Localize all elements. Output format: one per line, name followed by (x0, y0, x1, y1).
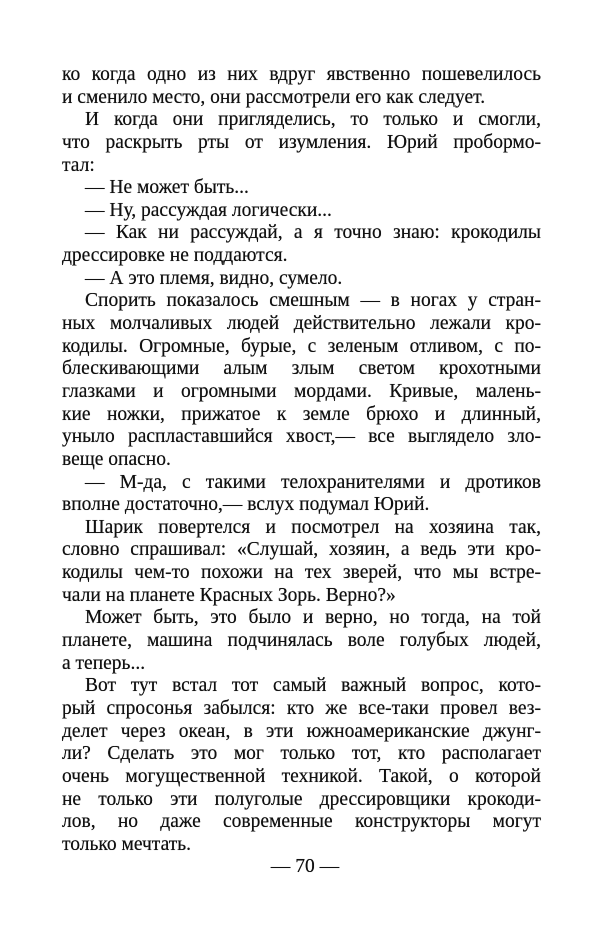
text-line: веще опасно. (62, 448, 171, 470)
paragraph (62, 290, 541, 471)
text-line: лов, но даже современные конструкторы могут (62, 811, 541, 833)
text-line: делет через океан, в эти южноамериканские джунг- (62, 720, 541, 742)
text-line: — Как ни рассуждай, а я точно знаю: крокодилы (85, 222, 541, 244)
text-line: планете, машина подчинялась воле голубых людей, (62, 630, 541, 652)
page-number: — 70 — (270, 856, 340, 877)
text-line: только мечтать. (62, 833, 192, 855)
text-line: кие ножки, прижатое к земле брюхо и длинный, (62, 403, 541, 425)
text-line: а теперь... (62, 652, 146, 674)
paragraph (62, 607, 541, 675)
paragraph (62, 200, 541, 223)
text-line: не только эти полуголые дрессировщики крокоди- (62, 788, 541, 810)
text-line: ных молчаливых людей действительно лежали кро- (62, 313, 541, 335)
text-line: Может быть, это было и верно, но тогда, на той (85, 607, 541, 629)
text-line: очень могущественной техникой. Такой, о которой (62, 765, 541, 787)
text-line: и сменило место, они рассмотрели его как следует. (62, 86, 486, 108)
text-line: — Не может быть... (85, 177, 249, 199)
text-line: чали на планете Красных Зорь. Верно?» (62, 584, 396, 606)
page-body-text (62, 64, 541, 856)
text-line: Вот тут встал тот самый важный вопрос, кото- (85, 675, 541, 697)
text-line: что раскрыть рты от изумления. Юрий пробормо- (62, 131, 541, 153)
paragraph (62, 675, 541, 856)
paragraph (62, 222, 541, 267)
text-line: И когда они пригляделись, то только и смогли, (85, 109, 541, 131)
paragraph (62, 268, 541, 291)
paragraph (62, 64, 541, 109)
paragraph (62, 109, 541, 177)
paragraph (62, 177, 541, 200)
text-line: — М-да, с такими телохранителями и дротиков (85, 471, 541, 493)
text-line: вполне достаточно,— вслух подумал Юрий. (62, 494, 430, 516)
text-line: ко когда одно из них вдруг явственно пошевелилось (62, 64, 541, 85)
text-line: — А это племя, видно, сумело. (85, 267, 343, 289)
text-line: глазками и огромными мордами. Кривые, малень- (62, 380, 541, 402)
text-line: ли? Сделать это мог только тот, кто располагает (62, 743, 541, 765)
text-line: кодилы чем-то похожи на тех зверей, что мы встре- (62, 562, 541, 584)
text-line: Шарик повертелся и посмотрел на хозяина так, (85, 516, 541, 538)
text-line: уныло распластавшийся хвост,— все выглядело зло- (62, 426, 541, 448)
text-line: словно спрашивал: «Слушай, хозяин, а ведь эти кро- (62, 539, 541, 561)
text-line: кодилы. Огромные, бурые, с зеленым отливом, с по- (62, 335, 541, 357)
text-line: рый спросонья забылся: кто же все-таки провел вез- (62, 697, 541, 719)
paragraph (62, 472, 541, 517)
text-line: дрессировке не поддаются. (62, 245, 288, 267)
text-line: — Ну, рассуждая логически... (85, 199, 332, 221)
text-line: Спорить показалось смешным — в ногах у стран- (85, 290, 541, 312)
paragraph (62, 517, 541, 608)
text-line: блескивающими алым злым светом крохотными (62, 358, 541, 380)
text-line: тал: (62, 154, 95, 176)
